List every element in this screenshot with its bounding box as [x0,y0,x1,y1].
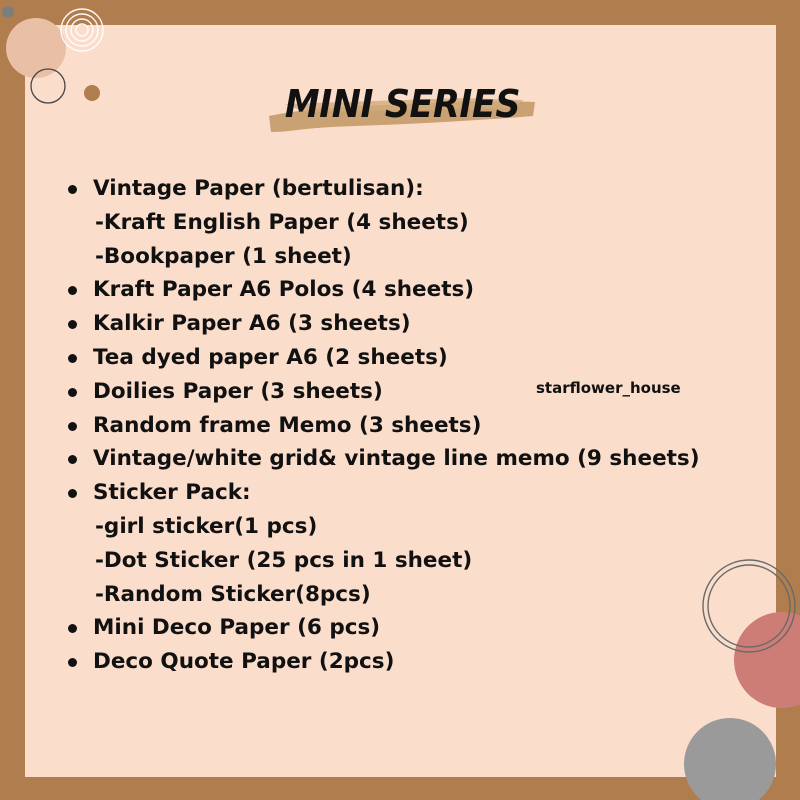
list-item: Kalkir Paper A6 (3 sheets) [66,307,700,341]
sub-list-item: -Bookpaper (1 sheet) [95,243,352,269]
gray-circle [684,718,776,800]
sub-list-item: -Kraft English Paper (4 sheets) [95,209,469,235]
list-item: Vintage/white grid& vintage line memo (9 sheets) [66,442,700,476]
page-title: MINI SERIES [284,82,521,126]
sub-list-item: -Dot Sticker (25 pcs in 1 sheet) [95,547,473,573]
list-item: Sticker Pack: [66,476,700,510]
list-item: Mini Deco Paper (6 pcs) [66,611,700,645]
list-item: Random frame Memo (3 sheets) [66,409,700,443]
gray-dot [2,6,14,18]
title-block [265,80,540,138]
watermark: starflower_house [536,379,681,397]
list-item: Doilies Paper (3 sheets) [66,375,700,409]
list-item: Deco Quote Paper (2pcs) [66,645,700,679]
sub-list-item: -girl sticker(1 pcs) [95,513,318,539]
sub-list-item: -Random Sticker(8pcs) [95,581,371,607]
list-item: Tea dyed paper A6 (2 sheets) [66,341,700,375]
brown-dot [84,85,100,101]
sand-circle [6,18,66,78]
list-item: Vintage Paper (bertulisan): [66,172,700,206]
contents-list [66,172,700,679]
concentric-ring-icon [61,9,103,51]
top-left-decoration [0,0,120,120]
list-item: Kraft Paper A6 Polos (4 sheets) [66,273,700,307]
